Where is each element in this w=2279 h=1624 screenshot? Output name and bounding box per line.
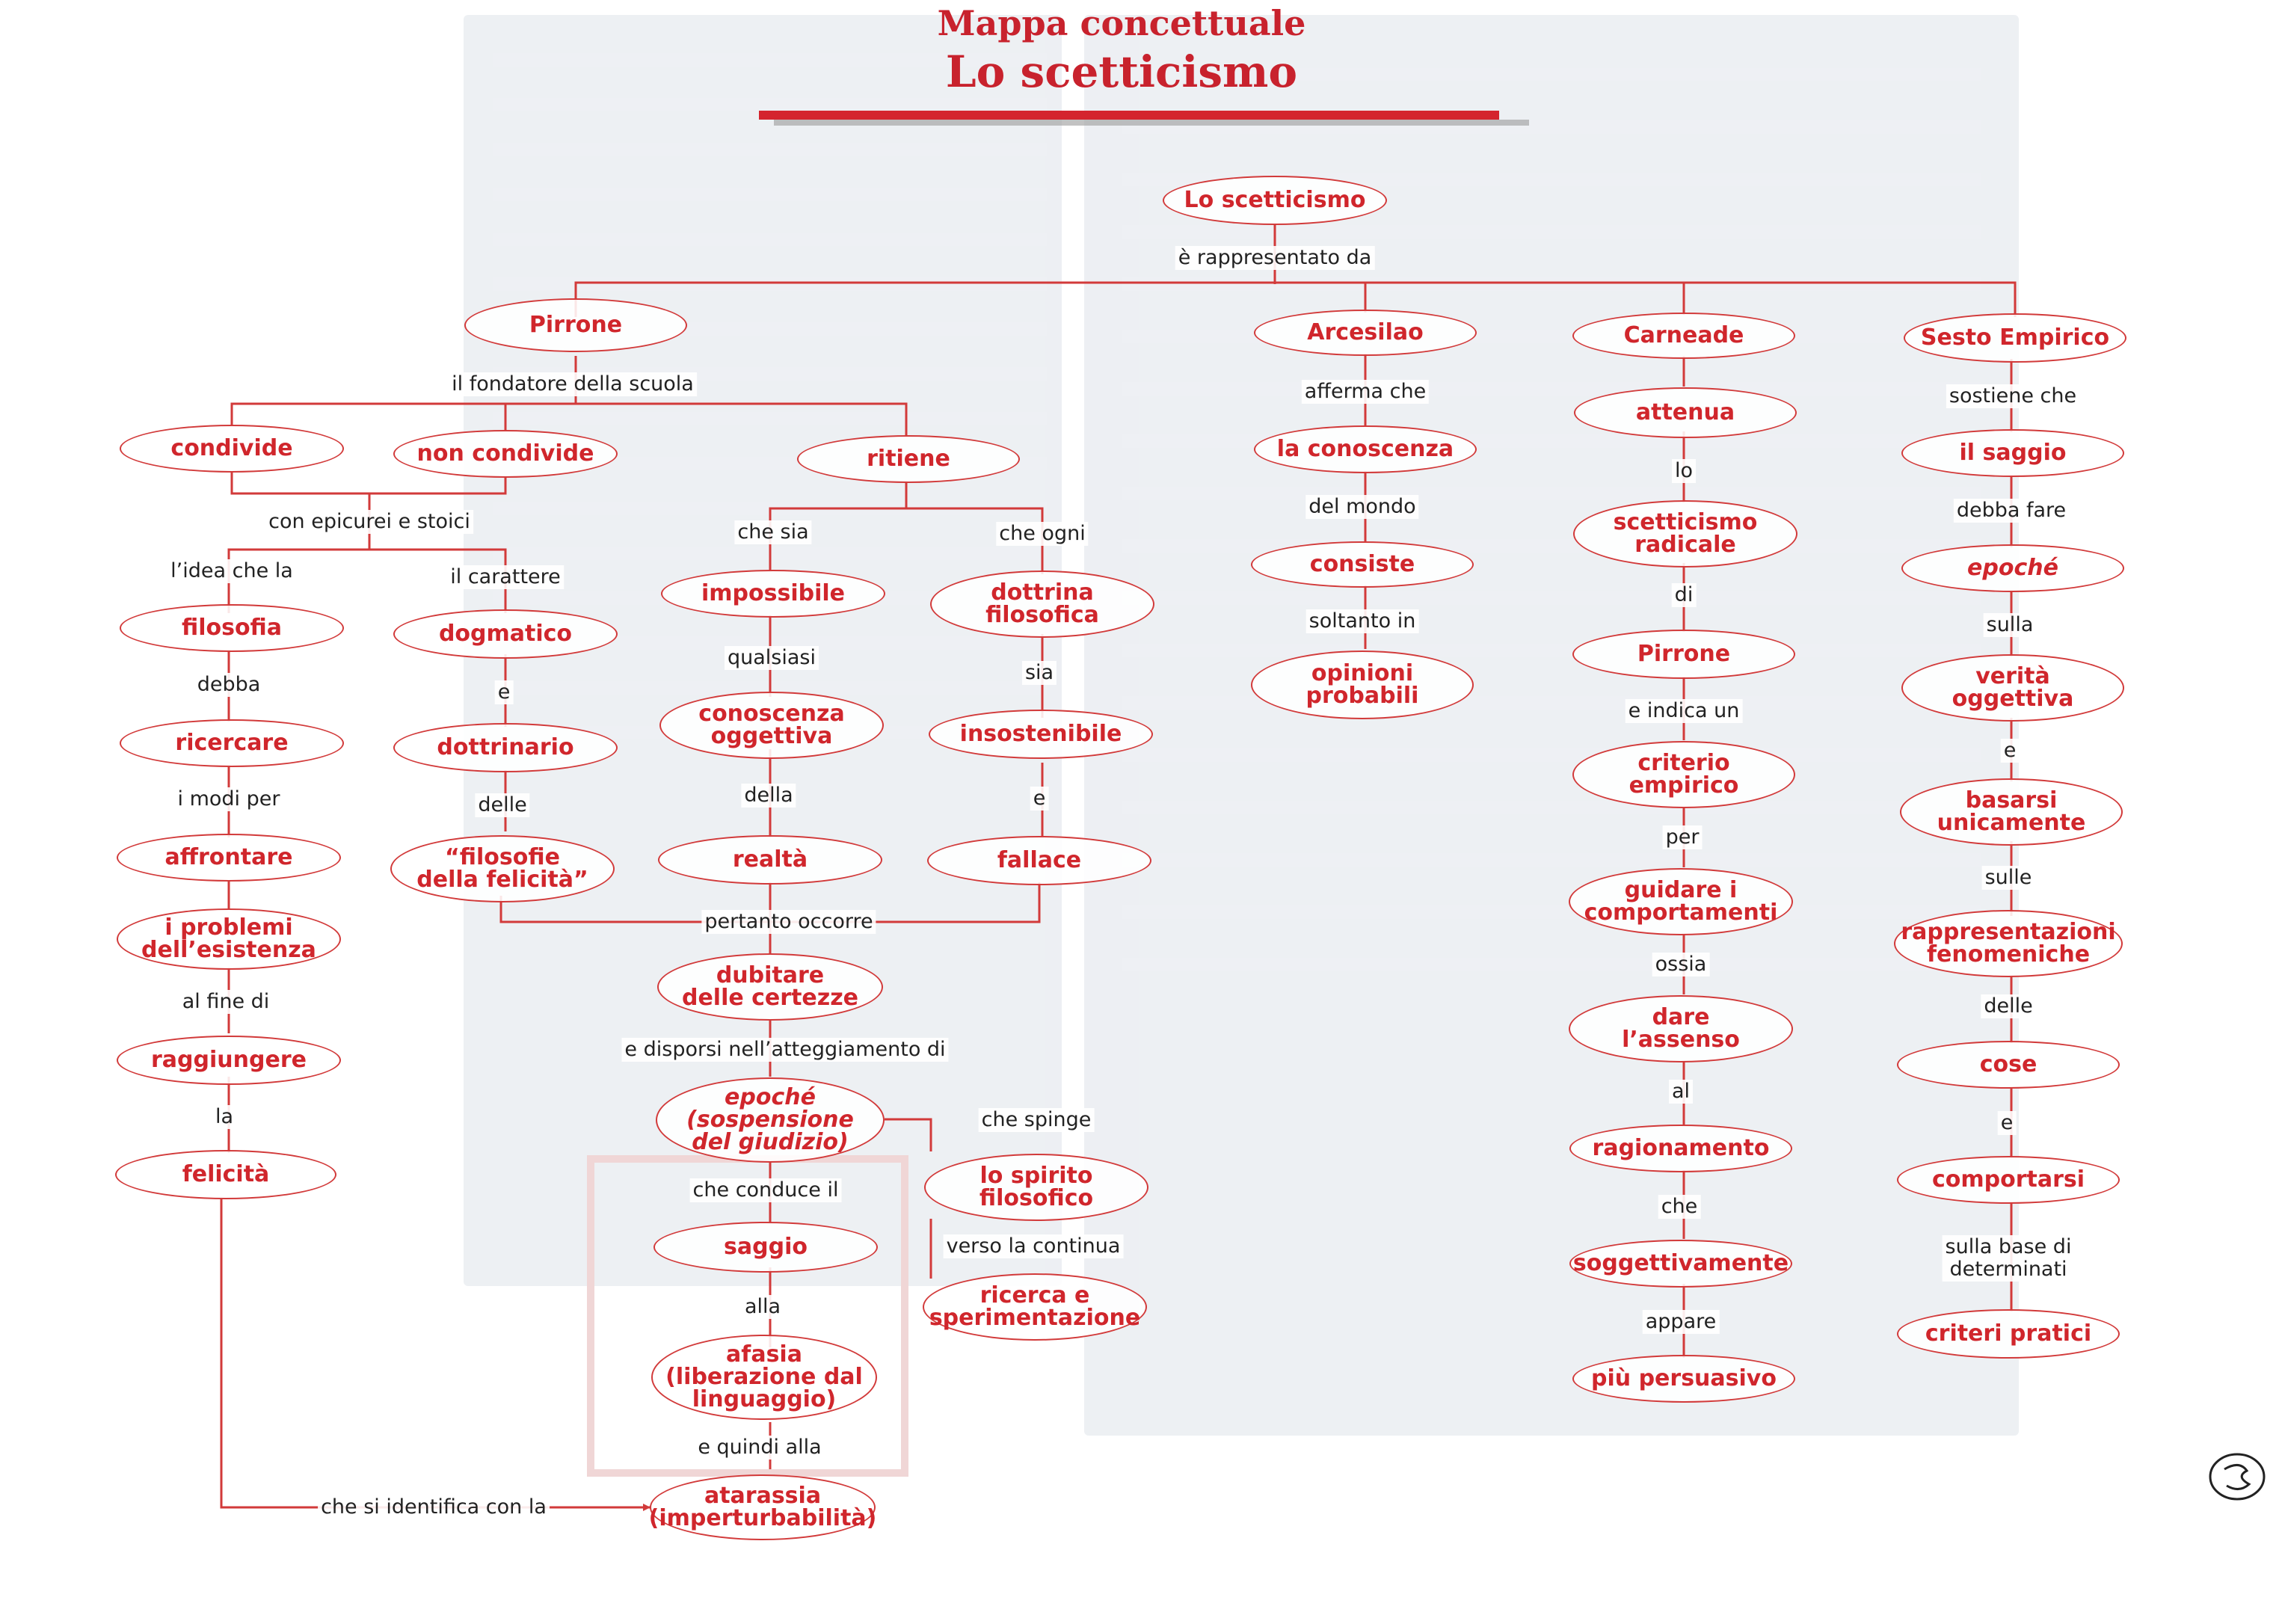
link-quindi: e quindi alla [695,1436,824,1460]
node-saggio-label: saggio [724,1234,808,1260]
link-mondo: del mondo [1305,495,1418,519]
node-dottrina-filosofica-label [985,579,1099,628]
node-pirrone2 [1572,630,1795,679]
node-afasia-label [665,1341,863,1412]
node-comportarsi-label: comportarsi [1931,1166,2085,1193]
node-filosofie-felicita-line2: della felicità” [416,867,588,893]
link-appare: appare [1643,1310,1720,1334]
node-epoche-line2: (sospensione [686,1107,854,1133]
link-la: la [212,1105,236,1129]
link-rappresentato: è rappresentato da [1175,246,1375,270]
link-carattere: il carattere [447,565,564,589]
node-raggiungere [117,1036,341,1085]
node-rappresentazioni-line1: rappresentazioni [1901,919,2116,945]
page-number-doodle [2206,1447,2273,1507]
node-piu-persuasivo-label: più persuasivo [1591,1365,1777,1391]
node-opinioni-label [1306,662,1419,707]
node-rappresentazioni-line2: fenomeniche [1926,941,2091,968]
node-criteri-pratici-label: criteri pratici [1925,1320,2092,1347]
link-base [1943,1235,2075,1282]
node-problemi [117,908,341,970]
node-dogmatico-label: dogmatico [438,621,573,647]
node-dottrinario-label: dottrinario [437,734,574,760]
node-spirito-filosofico [924,1154,1148,1221]
node-atarassia-line2: (imperturbabilità) [648,1505,877,1531]
link-continua: verso la continua [944,1234,1124,1258]
node-non-condivide-label: non condivide [416,440,594,467]
node-epoche2 [1901,544,2124,592]
node-sesto-label: Sesto Empirico [1920,325,2110,351]
node-pirrone [464,298,687,352]
link-debba-fare: debba fare [1954,499,2069,523]
node-atarassia-line1: atarassia [704,1483,822,1509]
node-impossibile-label: impossibile [701,580,845,606]
node-pirrone-label: Pirrone [529,312,623,338]
node-epoche-sospensione-label [686,1086,854,1154]
node-filosofie-felicita [390,835,615,902]
node-dubitare-line1: dubitare [716,962,825,988]
node-conoscenza-oggettiva-line2: oggettiva [710,723,833,749]
link-fine: al fine di [179,990,273,1014]
node-pirrone2-label: Pirrone [1637,641,1731,667]
link-delle1: delle [475,793,529,817]
node-la-conoscenza [1254,425,1477,473]
node-epoche-sospensione [656,1077,885,1163]
node-insostenibile [929,710,1153,759]
node-atarassia-label [649,1485,877,1530]
link-della: della [741,784,796,808]
node-comportarsi [1897,1156,2120,1204]
node-affrontare [117,834,341,882]
node-felicita-label: felicità [182,1161,270,1187]
node-soggettivamente-label: soggettivamente [1572,1250,1789,1276]
node-guidare-line2: comportamenti [1584,899,1778,926]
node-cose-label: cose [1979,1051,2037,1077]
diagram-title: Lo scetticismo [945,46,1298,97]
link-sia: sia [1022,661,1057,685]
node-impossibile [661,570,885,618]
link-alla: alla [742,1295,784,1319]
node-conoscenza-oggettiva-label [698,703,844,748]
link-qualsiasi: qualsiasi [725,646,819,670]
link-sostiene: sostiene che [1946,384,2079,408]
link-fondatore: il fondatore della scuola [449,372,697,396]
node-dogmatico [393,609,618,659]
node-arcesilao [1254,310,1477,356]
node-ricercare [120,719,344,767]
link-ossia: ossia [1652,953,1710,976]
node-ricercare-label: ricercare [175,730,289,756]
node-verita-line2: oggettiva [1952,686,2074,712]
node-dare-assenso-line2: l’assenso [1622,1027,1740,1053]
link-delle2: delle [1981,994,2035,1018]
node-filosofie-felicita-line1: “filosofie [445,844,560,870]
node-attenua-label: attenua [1635,399,1735,425]
node-ragionamento-label: ragionamento [1592,1135,1770,1161]
node-cose [1897,1041,2120,1089]
link-che: che [1658,1195,1701,1219]
link-lo: lo [1672,459,1696,483]
link-sulle: sulle [1982,866,2035,890]
node-fallace-label: fallace [997,847,1082,873]
node-guidare-line1: guidare i [1624,877,1738,903]
link-e2: e [1030,787,1049,811]
node-problemi-label [141,914,316,963]
node-afasia-line2: (liberazione dal [665,1364,863,1390]
node-conoscenza-oggettiva-line1: conoscenza [698,701,845,727]
node-ricerca-label [929,1282,1141,1331]
node-ricerca-sperimentazione [923,1273,1147,1341]
node-felicita [115,1150,336,1199]
node-rappresentazioni [1894,910,2123,977]
node-epoche2-label: epoché [1967,555,2058,581]
link-identifica: che si identifica con la [318,1495,550,1519]
link-e3: e [2001,739,2020,763]
node-opinioni-line1: opinioni [1311,660,1414,686]
node-condivide-label: condivide [170,435,293,461]
node-guidare [1569,868,1793,935]
node-root [1163,176,1387,225]
node-scetticismo-radicale-line1: scetticismo [1613,509,1758,535]
node-sesto [1904,313,2126,363]
node-dottrinario [393,723,618,772]
node-realta [658,835,882,885]
node-afasia [651,1335,877,1420]
node-dare-assenso-line1: dare [1652,1004,1710,1030]
node-soggettivamente [1569,1240,1792,1288]
node-criterio [1572,741,1795,808]
diagram-subtitle: Mappa concettuale [937,3,1306,43]
node-basarsi-line1: basarsi [1965,787,2058,813]
node-basarsi-line2: unicamente [1937,810,2086,836]
link-e4: e [1998,1111,2017,1135]
link-che-ogni: che ogni [996,522,1088,546]
node-epoche-line3: del giudizio) [692,1129,849,1155]
link-soltanto: soltanto in [1306,609,1419,633]
node-saggio [653,1222,878,1273]
node-il-saggio-label: il saggio [1959,440,2067,466]
node-spirito-line1: lo spirito [979,1163,1093,1189]
node-affrontare-label: affrontare [164,844,293,870]
node-dubitare-label [681,962,859,1011]
link-spinge: che spinge [979,1108,1095,1132]
node-spirito-line2: filosofico [979,1185,1094,1211]
link-debba: debba [194,673,264,697]
node-afasia-line3: linguaggio) [692,1386,837,1412]
node-verita-label [1952,665,2074,710]
node-ricerca-line1: ricerca e [979,1282,1090,1308]
link-pertanto: pertanto occorre [701,910,876,934]
node-realta-label: realtà [732,846,808,873]
node-rappresentazioni-label [1901,921,2115,966]
node-basarsi-label [1937,787,2086,836]
node-dottrina-filosofica [930,570,1154,638]
link-al: al [1669,1080,1693,1104]
link-idea: l’idea che la [167,559,296,583]
node-scetticismo-radicale-line2: radicale [1634,532,1736,558]
title-underline-shadow [774,120,1529,126]
node-filosofia-label: filosofia [181,615,283,641]
node-carneade [1572,313,1795,359]
node-carneade-label: Carneade [1623,322,1744,348]
node-problemi-line1: i problemi [164,914,293,941]
node-epoche-line1: epoché [725,1084,816,1110]
node-spirito-filosofico-label [979,1165,1093,1210]
node-dubitare-line2: delle certezze [681,985,859,1011]
node-raggiungere-label: raggiungere [151,1047,307,1073]
node-filosofia [120,604,344,652]
node-consiste [1251,541,1474,588]
node-verita [1901,654,2124,722]
node-ritiene-label: ritiene [867,446,950,472]
link-epicurei: con epicurei e stoici [265,510,473,534]
node-ragionamento [1569,1125,1792,1172]
node-criterio-line1: criterio [1637,750,1730,776]
node-attenua [1574,387,1797,438]
link-modi: i modi per [175,787,283,811]
node-problemi-line2: dell’esistenza [141,937,316,963]
node-verita-line1: verità [1975,663,2050,689]
link-indica: e indica un [1626,699,1743,723]
link-conduce: che conduce il [690,1178,842,1202]
link-base-line2: determinati [1949,1258,2067,1281]
node-arcesilao-label: Arcesilao [1307,319,1424,345]
link-afferma: afferma che [1302,380,1429,404]
node-non-condivide [393,430,618,478]
node-guidare-label [1584,879,1778,924]
node-dare-assenso [1569,995,1793,1062]
link-che-sia: che sia [734,520,811,544]
node-ritiene [797,435,1020,483]
node-filosofie-felicita-label [416,846,588,891]
node-piu-persuasivo [1572,1355,1795,1403]
node-dottrina-filosofica-line2: filosofica [985,602,1099,628]
node-dottrina-filosofica-line1: dottrina [991,579,1094,606]
node-criterio-label [1629,752,1739,797]
link-per: per [1663,825,1703,849]
node-opinioni-line2: probabili [1305,683,1419,709]
node-atarassia [650,1474,876,1540]
node-consiste-label: consiste [1309,551,1415,577]
node-dubitare [657,953,883,1021]
node-la-conoscenza-label: la conoscenza [1276,436,1454,462]
node-afasia-line1: afasia [726,1341,802,1368]
link-e1: e [495,680,514,704]
node-conoscenza-oggettiva [659,692,884,759]
node-ricerca-line2: sperimentazione [929,1305,1141,1331]
node-opinioni [1251,650,1474,719]
node-criteri-pratici [1897,1309,2120,1359]
link-disporsi: e disporsi nell’atteggiamento di [621,1038,948,1062]
node-il-saggio [1901,429,2124,477]
node-dare-assenso-label [1622,1006,1740,1051]
node-scetticismo-radicale-label [1614,511,1758,556]
link-di: di [1672,583,1697,607]
node-condivide [120,425,344,473]
node-root-label: Lo scetticismo [1184,187,1366,213]
node-criterio-line2: empirico [1628,772,1739,799]
title-underline [759,111,1499,120]
link-base-line1: sulla base di [1945,1235,2072,1258]
node-insostenibile-label: insostenibile [959,721,1122,747]
node-scetticismo-radicale [1573,500,1797,568]
node-fallace [927,836,1151,885]
node-basarsi [1900,778,2123,846]
link-sulla: sulla [1984,613,2037,637]
